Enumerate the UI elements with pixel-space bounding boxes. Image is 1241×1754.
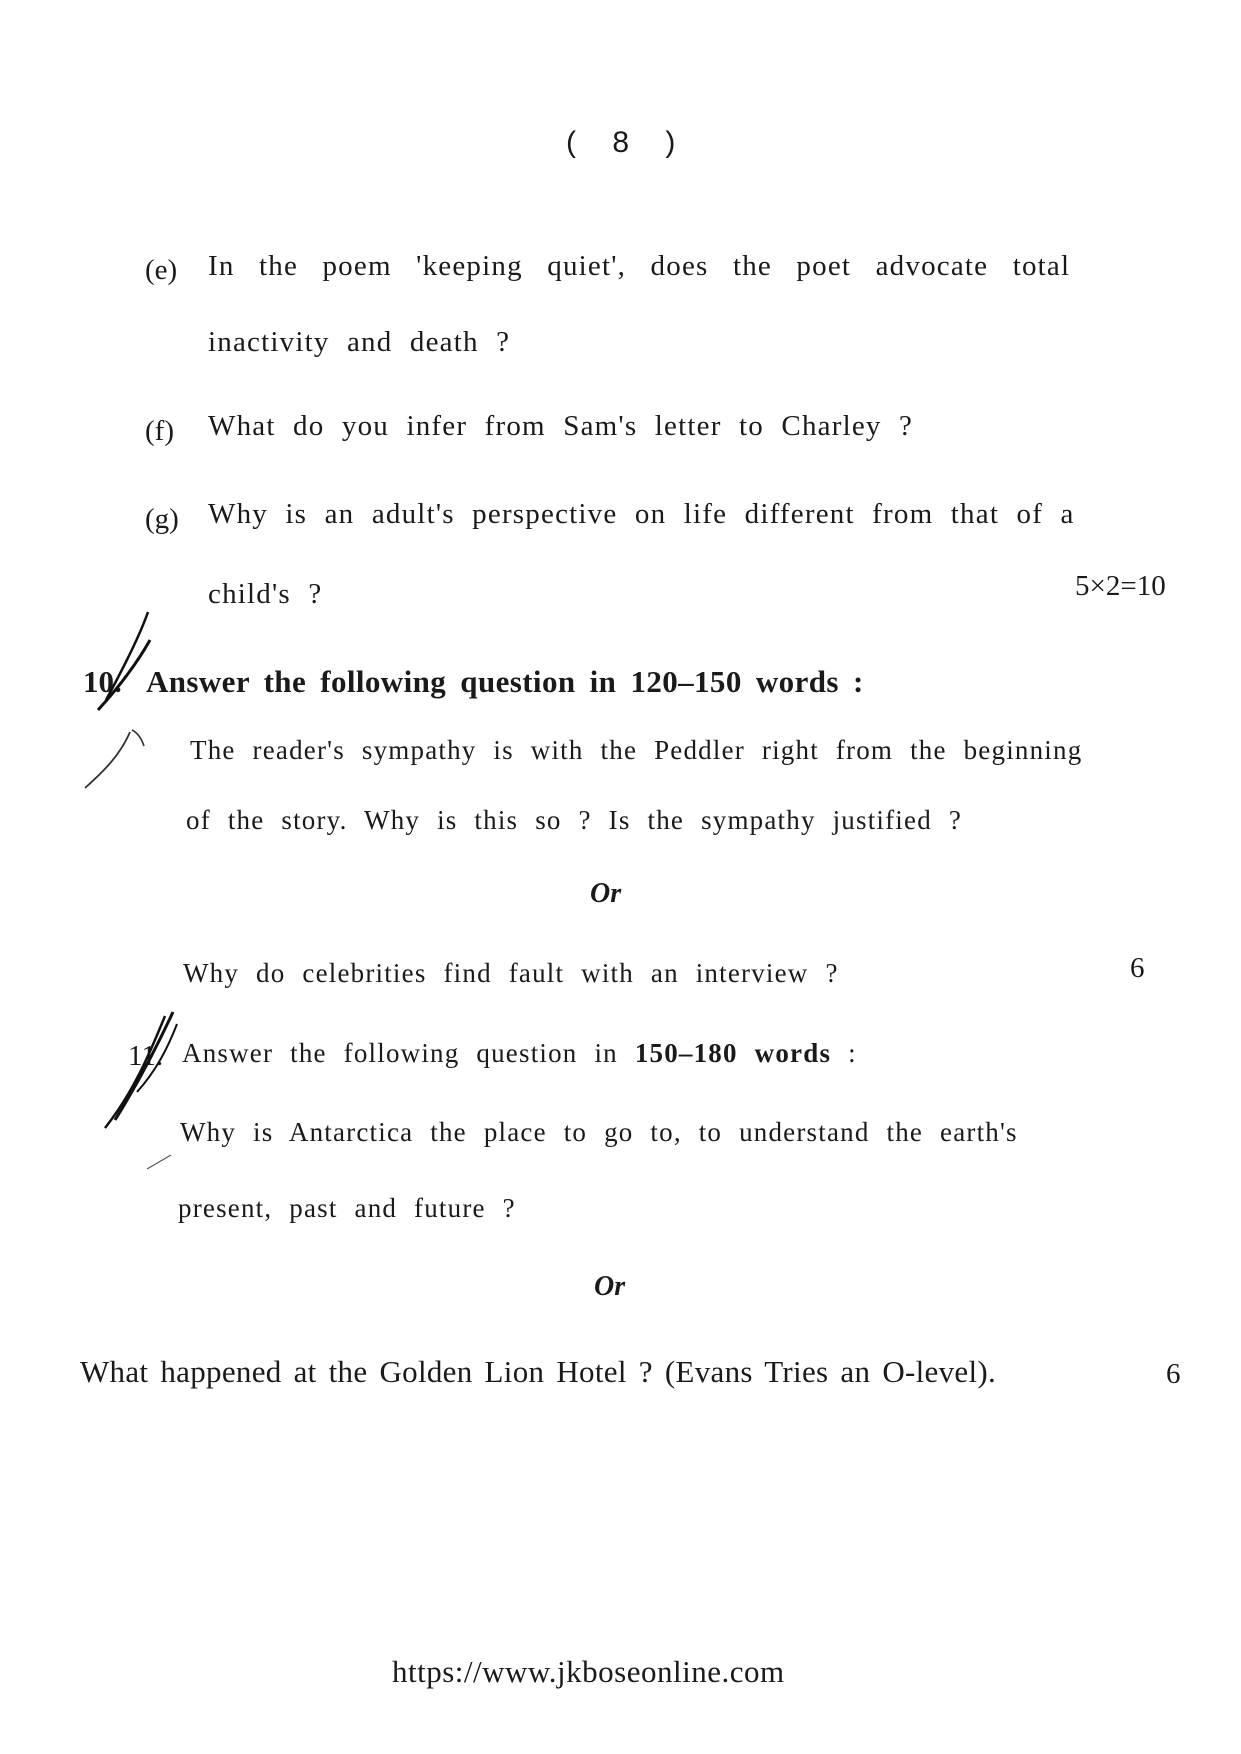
question-10-heading	[146, 664, 864, 700]
question-10-tail: :	[838, 664, 864, 699]
question-11-word-range: 150–180 words	[634, 1038, 832, 1068]
question-11-alt: What happened at the Golden Lion Hotel ? (Evans Tries an O-level).	[80, 1354, 997, 1389]
question-10-text-line1: The reader's sympathy is with the Peddler right from the beginning	[190, 735, 1083, 765]
question-g-label: (g)	[145, 503, 179, 535]
question-e-label: (e)	[145, 254, 178, 286]
question-10-text-line2: of the story. Why is this so ? Is the sympathy justified ?	[186, 805, 963, 835]
question-11-lead: Answer the following question in	[182, 1038, 635, 1068]
question-10-word-range: 120–150 words	[630, 664, 839, 699]
question-11-marks: 6	[1166, 1358, 1181, 1390]
question-e-line1: In the poem 'keeping quiet', does the poet advocate total	[208, 250, 1071, 282]
question-10-lead: Answer the following question in	[146, 664, 631, 699]
question-10-alt: Why do celebrities find fault with an interview ?	[183, 958, 839, 988]
question-e-line2: inactivity and death ?	[208, 326, 511, 358]
question-10-number: 10.	[83, 664, 122, 699]
pen-strike-mark-11	[85, 1010, 185, 1170]
question-11-heading	[182, 1038, 857, 1069]
question-11-text-line1: Why is Antarctica the place to go to, to understand the earth's	[180, 1117, 1018, 1147]
question-g-line1: Why is an adult's perspective on life different from that of a	[208, 498, 1075, 530]
question-10-marks: 6	[1130, 952, 1145, 984]
question-f-label: (f)	[145, 415, 174, 447]
question-g-line2: child's ?	[208, 578, 323, 610]
footer-url[interactable]: https://www.jkboseonline.com	[392, 1654, 785, 1689]
question-11-or: Or	[594, 1271, 626, 1302]
question-11-tail: :	[831, 1038, 857, 1068]
question-10-or: Or	[590, 878, 622, 909]
question-11-text-line2: present, past and future ?	[178, 1193, 516, 1223]
pen-strike-mark-10	[70, 610, 170, 810]
page-number: ( 8 )	[566, 126, 690, 159]
question-g-marks: 5×2=10	[1075, 570, 1166, 602]
question-f-line1: What do you infer from Sam's letter to Charley ?	[208, 410, 914, 442]
question-11-number: 11.	[128, 1040, 164, 1072]
